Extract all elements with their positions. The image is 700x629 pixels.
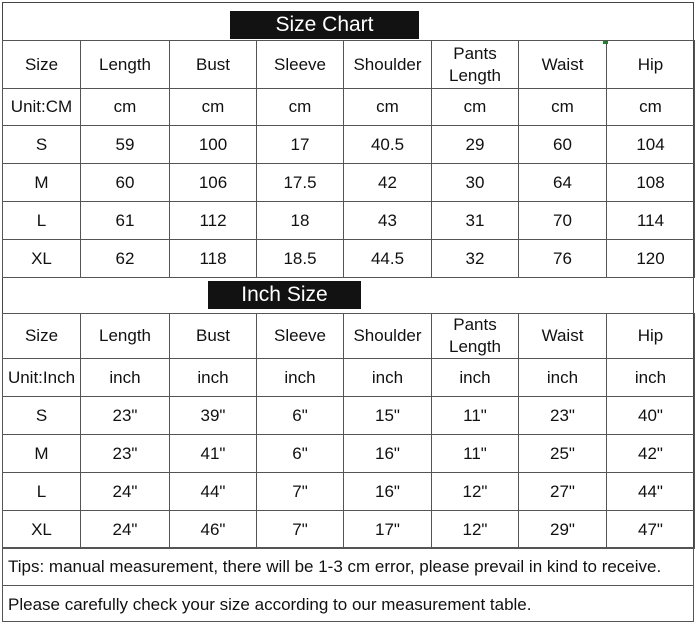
table-row <box>3 240 695 278</box>
table-header-row <box>3 314 695 359</box>
header-cell: Sleeve <box>257 41 344 89</box>
table-cell: 31 <box>432 202 519 240</box>
table-cell: 106 <box>170 164 257 202</box>
table-cell: 24" <box>81 511 170 549</box>
inch-size-title: Inch Size <box>208 281 361 309</box>
table-cell: inch <box>81 359 170 397</box>
check-size-note: Please carefully check your size according to our measurement table. <box>2 585 694 622</box>
table-cell: 62 <box>81 240 170 278</box>
table-row <box>3 202 695 240</box>
table-cell: 64 <box>519 164 607 202</box>
table-cell: M <box>3 164 81 202</box>
table-cell: 11" <box>432 435 519 473</box>
table-header-row <box>3 41 695 89</box>
table-cell: 44.5 <box>344 240 432 278</box>
table-cell: inch <box>257 359 344 397</box>
table-cell: 18.5 <box>257 240 344 278</box>
table-cell: 114 <box>607 202 695 240</box>
inch-size-table <box>2 313 695 549</box>
table-cell: 108 <box>607 164 695 202</box>
table-cell: 42" <box>607 435 695 473</box>
table-cell: S <box>3 126 81 164</box>
table-cell: 16" <box>344 435 432 473</box>
table-row <box>3 89 695 126</box>
header-cell: Bust <box>170 314 257 359</box>
table-row <box>3 126 695 164</box>
table-cell: 12" <box>432 511 519 549</box>
size-chart-title: Size Chart <box>230 11 419 39</box>
table-cell: inch <box>519 359 607 397</box>
header-cell: Length <box>81 41 170 89</box>
table-cell: 7" <box>257 511 344 549</box>
table-cell: 23" <box>81 435 170 473</box>
header-cell: Pants Length <box>432 314 519 359</box>
table-cell: 47" <box>607 511 695 549</box>
table-cell: 120 <box>607 240 695 278</box>
table-row <box>3 473 695 511</box>
header-cell: Shoulder <box>344 314 432 359</box>
table-cell: 42 <box>344 164 432 202</box>
table-cell: 76 <box>519 240 607 278</box>
table-cell: 23" <box>81 397 170 435</box>
header-cell: Hip <box>607 314 695 359</box>
table-row <box>3 511 695 549</box>
table-cell: 44" <box>607 473 695 511</box>
table-cell: 39" <box>170 397 257 435</box>
table-cell: 25" <box>519 435 607 473</box>
table-cell: 18 <box>257 202 344 240</box>
table-cell: 43 <box>344 202 432 240</box>
table-cell: Unit:CM <box>3 89 81 126</box>
header-cell: Pants Length <box>432 41 519 89</box>
table-cell: L <box>3 473 81 511</box>
table-cell: 24" <box>81 473 170 511</box>
table-cell: cm <box>81 89 170 126</box>
table-row <box>3 435 695 473</box>
table-row <box>3 397 695 435</box>
header-cell: Bust <box>170 41 257 89</box>
table-cell: cm <box>257 89 344 126</box>
table-cell: cm <box>432 89 519 126</box>
table-cell: 112 <box>170 202 257 240</box>
table-row <box>3 164 695 202</box>
table-cell: 46" <box>170 511 257 549</box>
header-cell: Size <box>3 41 81 89</box>
table-cell: S <box>3 397 81 435</box>
table-cell: 44" <box>170 473 257 511</box>
table-cell: 40" <box>607 397 695 435</box>
table-cell: 29 <box>432 126 519 164</box>
table-cell: 100 <box>170 126 257 164</box>
table-cell: 29" <box>519 511 607 549</box>
table-cell: L <box>3 202 81 240</box>
tips-note: Tips: manual measurement, there will be 1-3 cm error, please prevail in kind to receive. <box>2 547 694 586</box>
table-cell: XL <box>3 511 81 549</box>
table-cell: 6" <box>257 435 344 473</box>
table-cell: 59 <box>81 126 170 164</box>
size-chart-table <box>2 40 695 278</box>
table-cell: 61 <box>81 202 170 240</box>
table-cell: inch <box>432 359 519 397</box>
table-cell: 30 <box>432 164 519 202</box>
table-cell: inch <box>607 359 695 397</box>
table-cell: 70 <box>519 202 607 240</box>
table-cell: 41" <box>170 435 257 473</box>
table-cell: 27" <box>519 473 607 511</box>
table-cell: inch <box>170 359 257 397</box>
table-cell: cm <box>607 89 695 126</box>
table-cell: 7" <box>257 473 344 511</box>
header-cell: Hip <box>607 41 695 89</box>
table-cell: Unit:Inch <box>3 359 81 397</box>
table-cell: 16" <box>344 473 432 511</box>
table-cell: M <box>3 435 81 473</box>
table-cell: 6" <box>257 397 344 435</box>
table-cell: 23" <box>519 397 607 435</box>
table-cell: 60 <box>81 164 170 202</box>
table-row <box>3 359 695 397</box>
table-cell: inch <box>344 359 432 397</box>
table-cell: cm <box>170 89 257 126</box>
table-cell: 40.5 <box>344 126 432 164</box>
table-cell: 104 <box>607 126 695 164</box>
header-cell: Length <box>81 314 170 359</box>
table-cell: 15" <box>344 397 432 435</box>
header-cell: Size <box>3 314 81 359</box>
header-cell: Waist <box>519 41 607 89</box>
table-cell: 17" <box>344 511 432 549</box>
table-cell: cm <box>519 89 607 126</box>
table-cell: 11" <box>432 397 519 435</box>
table-cell: 32 <box>432 240 519 278</box>
table-cell: 17.5 <box>257 164 344 202</box>
table-cell: 17 <box>257 126 344 164</box>
table-cell: cm <box>344 89 432 126</box>
table-cell: 118 <box>170 240 257 278</box>
header-cell: Shoulder <box>344 41 432 89</box>
table-cell: 12" <box>432 473 519 511</box>
header-cell: Sleeve <box>257 314 344 359</box>
table-cell: XL <box>3 240 81 278</box>
table-cell: 60 <box>519 126 607 164</box>
header-cell: Waist <box>519 314 607 359</box>
